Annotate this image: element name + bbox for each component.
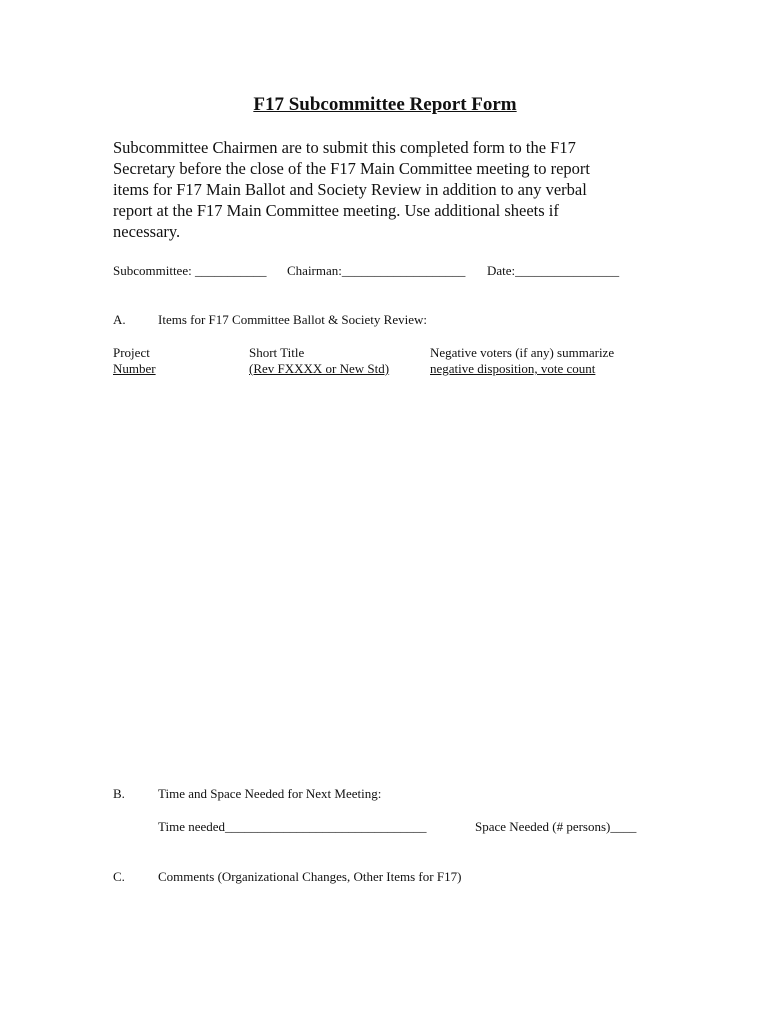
- section-a-letter: A.: [113, 312, 126, 327]
- intro-line: report at the F17 Main Committee meeting. Use additional sheets if: [113, 201, 559, 220]
- section-a-heading: Items for F17 Committee Ballot & Society Review:: [158, 312, 427, 327]
- column-header-line2: (Rev FXXXX or New Std): [249, 361, 390, 376]
- space-needed-field[interactable]: Space Needed (# persons)____: [475, 819, 637, 834]
- section-b-heading: Time and Space Needed for Next Meeting:: [158, 786, 382, 801]
- column-header-project: [113, 345, 156, 377]
- chairman-field[interactable]: Chairman:___________________: [287, 263, 466, 278]
- section-c-letter: C.: [113, 869, 125, 884]
- column-header-line1: Project: [113, 345, 150, 360]
- column-header-line2: Number: [113, 361, 156, 376]
- intro-line: Secretary before the close of the F17 Main Committee meeting to report: [113, 159, 590, 178]
- intro-line: necessary.: [113, 222, 181, 241]
- column-header-short-title: [249, 345, 389, 377]
- column-header-line1: Negative voters (if any) summarize: [430, 345, 615, 360]
- form-title: F17 Subcommittee Report Form: [253, 94, 517, 115]
- intro-line: Subcommittee Chairmen are to submit this completed form to the F17: [113, 138, 576, 157]
- intro-paragraph: [113, 137, 643, 242]
- column-header-line1: Short Title: [249, 345, 305, 360]
- subcommittee-field[interactable]: Subcommittee: ___________: [113, 263, 267, 278]
- date-field[interactable]: Date:________________: [487, 263, 620, 278]
- intro-line: items for F17 Main Ballot and Society Review in addition to any verbal: [113, 180, 587, 199]
- section-b-letter: B.: [113, 786, 125, 801]
- column-header-line2: negative disposition, vote count: [430, 361, 596, 376]
- time-needed-field[interactable]: Time needed_______________________________: [158, 819, 427, 834]
- section-c-heading: Comments (Organizational Changes, Other Items for F17): [158, 869, 462, 884]
- column-header-negative-voters: [430, 345, 614, 377]
